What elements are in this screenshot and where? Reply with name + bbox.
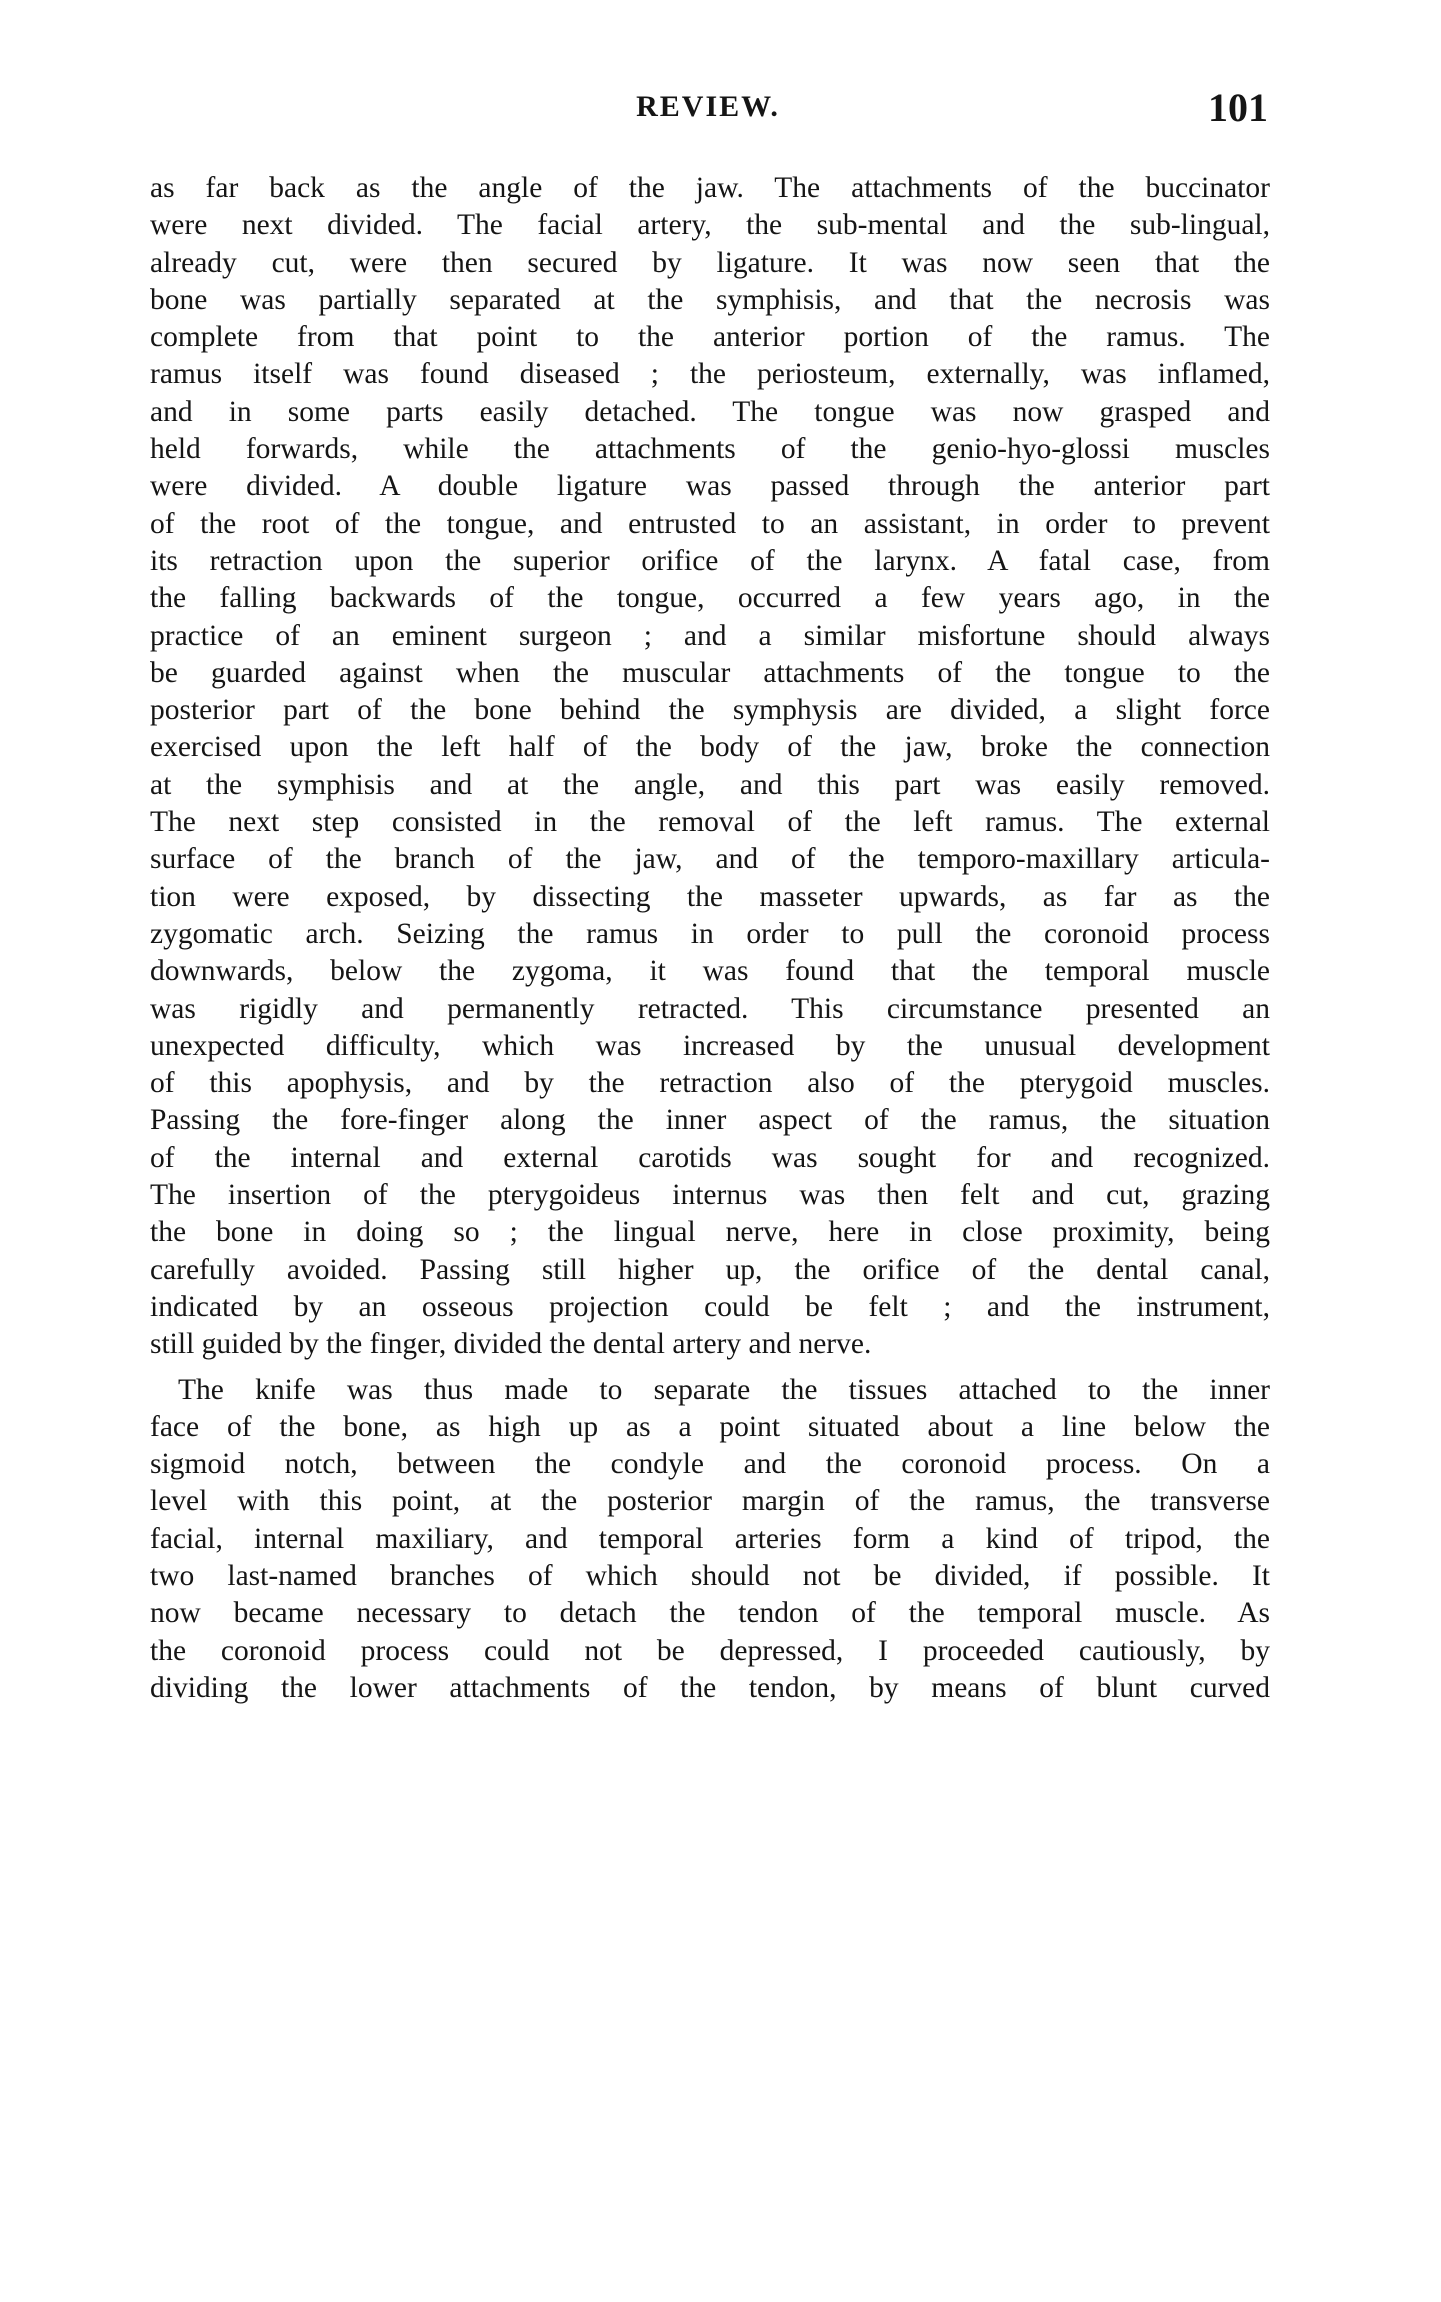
text-line: tion were exposed, by dissecting the masseter upwards, as far as the (150, 880, 1270, 913)
text-line: and in some parts easily detached. The tongue was now grasped and (150, 395, 1270, 428)
text-line: the falling backwards of the tongue, occurred a few years ago, in the (150, 582, 1270, 615)
text-line: posterior part of the bone behind the symphysis are divided, a slight force (150, 694, 1270, 727)
page-header (148, 84, 1268, 134)
text-line: held forwards, while the attachments of the genio-hyo-glossi muscles (150, 433, 1270, 466)
text-line: was rigidly and permanently retracted. This circumstance presented an (150, 992, 1270, 1025)
text-line: its retraction upon the superior orifice of the larynx. A fatal case, from (150, 544, 1270, 577)
text-line: the coronoid process could not be depressed, I proceeded cautiously, by (150, 1634, 1270, 1667)
text-line: level with this point, at the posterior margin of the ramus, the transverse (150, 1485, 1270, 1518)
paragraph (150, 1372, 1270, 1708)
text-line: the bone in doing so ; the lingual nerve, here in close proximity, being (150, 1216, 1270, 1249)
text-line: bone was partially separated at the symphisis, and that the necrosis was (150, 283, 1270, 316)
paragraph (150, 170, 1270, 1364)
text-line: dividing the lower attachments of the tendon, by means of blunt curved (150, 1671, 1270, 1704)
text-line: sigmoid notch, between the condyle and the coronoid process. On a (150, 1448, 1270, 1481)
text-line: now became necessary to detach the tendon of the temporal muscle. As (150, 1597, 1270, 1630)
text-line: zygomatic arch. Seizing the ramus in order to pull the coronoid process (150, 917, 1270, 950)
text-line: surface of the branch of the jaw, and of the temporo-maxillary articula- (150, 843, 1270, 876)
text-line: The next step consisted in the removal of the left ramus. The external (150, 806, 1270, 839)
text-line: were divided. A double ligature was passed through the anterior part (150, 470, 1270, 503)
text-line: exercised upon the left half of the body of the jaw, broke the connection (150, 731, 1270, 764)
text-line: of the root of the tongue, and entrusted to an assistant, in order to prevent (150, 507, 1270, 540)
text-line: The knife was thus made to separate the tissues attached to the inner (178, 1373, 1270, 1406)
text-line: indicated by an osseous projection could be felt ; and the instrument, (150, 1290, 1270, 1323)
text-line: The insertion of the pterygoideus internus was then felt and cut, grazing (150, 1179, 1270, 1212)
text-line: downwards, below the zygoma, it was found that the temporal muscle (150, 955, 1270, 988)
text-line: facial, internal maxiliary, and temporal arteries form a kind of tripod, the (150, 1522, 1270, 1555)
text-line: unexpected difficulty, which was increased by the unusual development (150, 1029, 1270, 1062)
text-line: practice of an eminent surgeon ; and a similar misfortune should always (150, 619, 1270, 652)
text-line: at the symphisis and at the angle, and this part was easily removed. (150, 768, 1270, 801)
text-line: face of the bone, as high up as a point situated about a line below the (150, 1410, 1270, 1443)
body-text (150, 170, 1270, 1707)
text-line: ramus itself was found diseased ; the periosteum, externally, was inflamed, (150, 358, 1270, 391)
text-line: as far back as the angle of the jaw. The attachments of the buccinator (150, 172, 1270, 204)
page-number: 101 (1208, 85, 1268, 130)
text-line: of this apophysis, and by the retraction also of the pterygoid muscles. (150, 1067, 1270, 1100)
running-head: REVIEW. (636, 90, 780, 123)
text-line: still guided by the finger, divided the dental artery and nerve. (150, 1328, 872, 1361)
text-line: be guarded against when the muscular attachments of the tongue to the (150, 656, 1270, 689)
text-line: already cut, were then secured by ligature. It was now seen that the (150, 246, 1270, 279)
text-line: of the internal and external carotids was sought for and recognized. (150, 1141, 1270, 1174)
text-line: carefully avoided. Passing still higher up, the orifice of the dental canal, (150, 1253, 1270, 1286)
text-line: were next divided. The facial artery, the sub-mental and the sub-lingual, (150, 209, 1270, 242)
text-line: Passing the fore-finger along the inner aspect of the ramus, the situation (150, 1104, 1270, 1137)
text-line: two last-named branches of which should not be divided, if possible. It (150, 1559, 1270, 1592)
text-line: complete from that point to the anterior portion of the ramus. The (150, 321, 1270, 354)
